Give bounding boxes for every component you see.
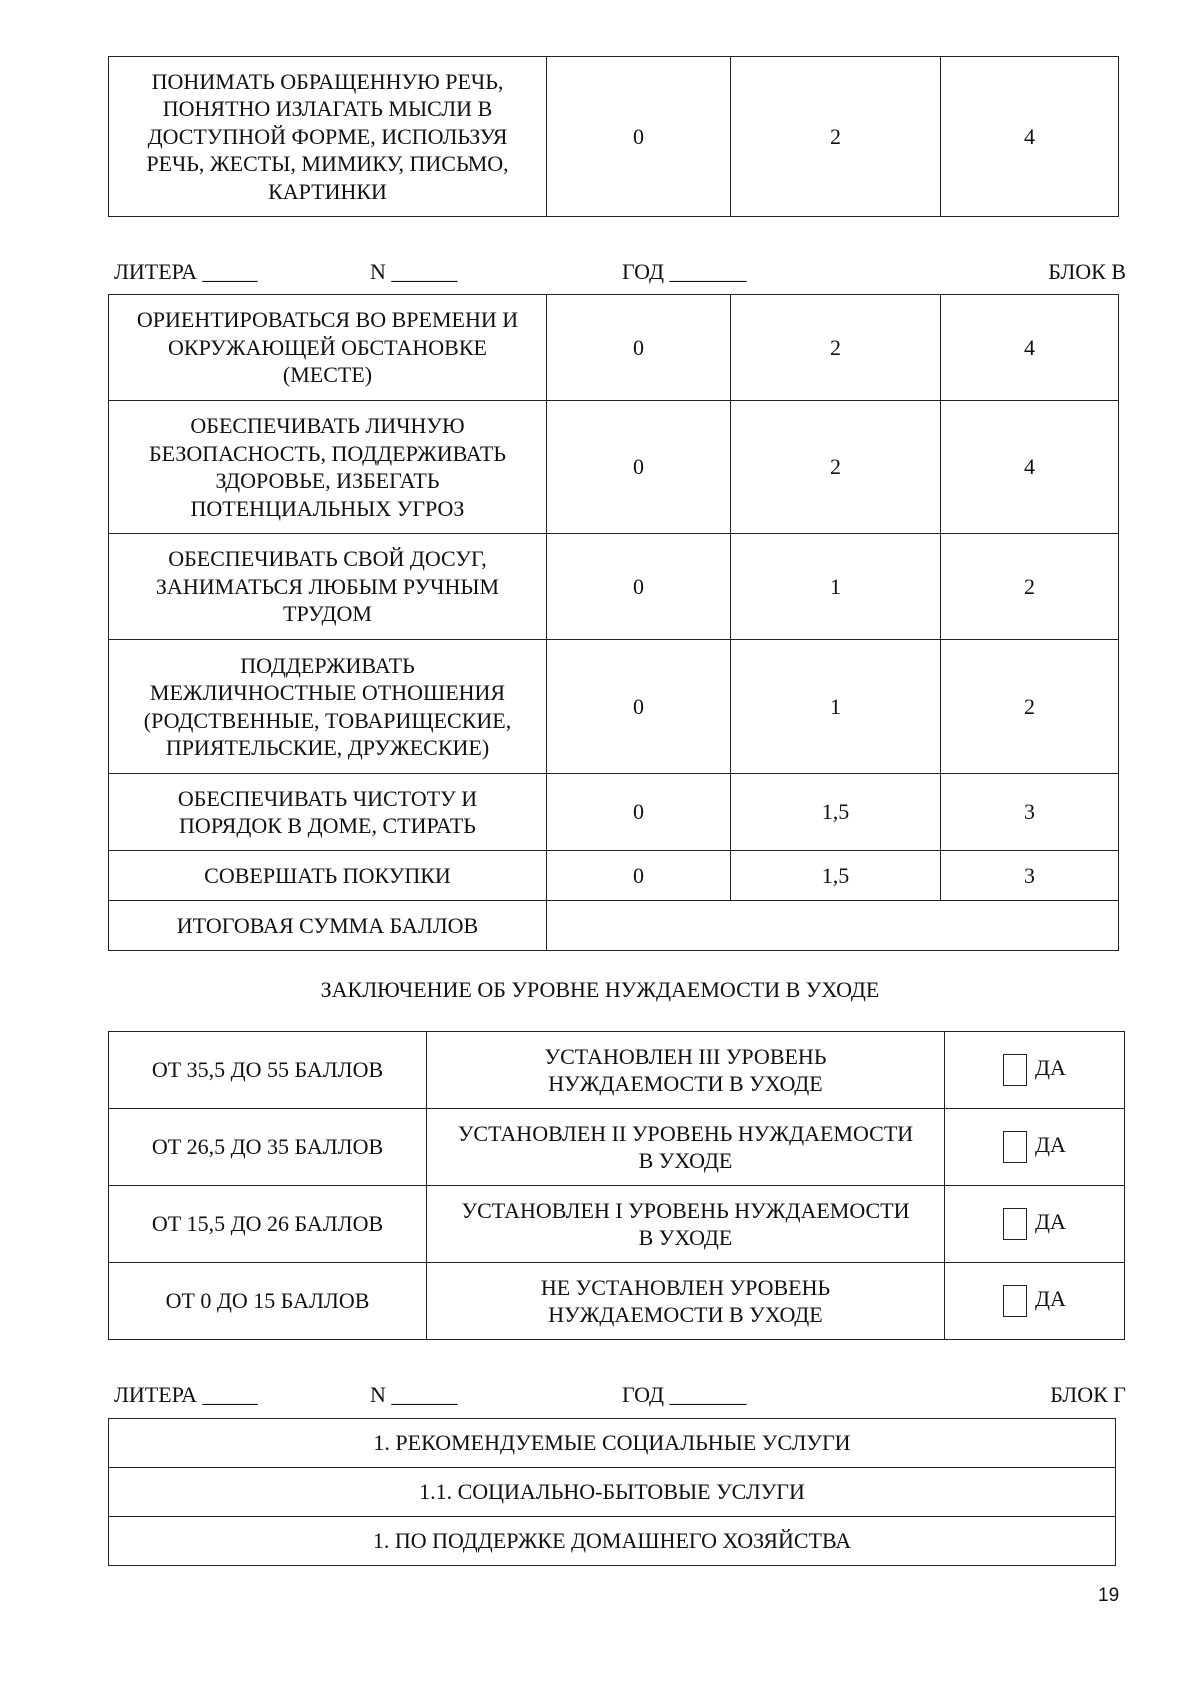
number-field: N ______ [370, 259, 458, 284]
checkbox[interactable] [1003, 1131, 1027, 1163]
checkbox[interactable] [1003, 1208, 1027, 1240]
table-row [109, 1517, 1116, 1566]
table-row [109, 851, 1119, 901]
page-number: 19 [1098, 1585, 1120, 1606]
criterion-label: ПОДДЕРЖИВАТЬ МЕЖЛИЧНОСТНЫЕ ОТНОШЕНИЯ (РОДСТВЕННЫЕ, ТОВАРИЩЕСКИЕ, ПРИЯТЕЛЬСКИЕ, ДРУЖЕСКИЕ) [109, 640, 547, 774]
care-level: НЕ УСТАНОВЛЕН УРОВЕНЬ НУЖДАЕМОСТИ В УХОДЕ [427, 1263, 945, 1340]
criterion-label: ОБЕСПЕЧИВАТЬ ЧИСТОТУ И ПОРЯДОК В ДОМЕ, СТИРАТЬ [109, 774, 547, 851]
criterion-label: ОБЕСПЕЧИВАТЬ СВОЙ ДОСУГ, ЗАНИМАТЬСЯ ЛЮБЫМ РУЧНЫМ ТРУДОМ [109, 534, 547, 640]
yes-option[interactable] [945, 1263, 1125, 1340]
score-0: 0 [547, 401, 731, 534]
score-mid: 2 [731, 295, 941, 401]
criterion-label: СОВЕРШАТЬ ПОКУПКИ [109, 851, 547, 901]
yes-label: ДА [1035, 1055, 1066, 1081]
year-field: ГОД _______ [622, 1382, 747, 1407]
score-max: 2 [941, 534, 1119, 640]
score-mid: 2 [731, 57, 941, 217]
score-max: 4 [941, 295, 1119, 401]
table-row [109, 57, 1119, 217]
block-label: БЛОК В [1048, 259, 1126, 284]
score-0: 0 [547, 57, 731, 217]
score-0: 0 [547, 534, 731, 640]
score-0: 0 [547, 295, 731, 401]
block-g-table [108, 1418, 1116, 1566]
total-label: ИТОГОВАЯ СУММА БАЛЛОВ [109, 901, 547, 951]
table-row [109, 401, 1119, 534]
yes-option[interactable] [945, 1032, 1125, 1109]
care-level: УСТАНОВЛЕН II УРОВЕНЬ НУЖДАЕМОСТИ В УХОДЕ [427, 1109, 945, 1186]
score-range: ОТ 35,5 ДО 55 БАЛЛОВ [109, 1032, 427, 1109]
care-level: УСТАНОВЛЕН I УРОВЕНЬ НУЖДАЕМОСТИ В УХОДЕ [427, 1186, 945, 1263]
yes-label: ДА [1035, 1209, 1066, 1235]
score-range: ОТ 0 ДО 15 БАЛЛОВ [109, 1263, 427, 1340]
table-row [109, 1109, 1125, 1186]
table-row [109, 640, 1119, 774]
score-max: 4 [941, 401, 1119, 534]
criterion-label: ОРИЕНТИРОВАТЬСЯ ВО ВРЕМЕНИ И ОКРУЖАЮЩЕЙ ОБСТАНОВКЕ (МЕСТЕ) [109, 295, 547, 401]
score-range: ОТ 26,5 ДО 35 БАЛЛОВ [109, 1109, 427, 1186]
care-level: УСТАНОВЛЕН III УРОВЕНЬ НУЖДАЕМОСТИ В УХОДЕ [427, 1032, 945, 1109]
score-mid: 2 [731, 401, 941, 534]
yes-label: ДА [1035, 1286, 1066, 1312]
services-category: 1. ПО ПОДДЕРЖКЕ ДОМАШНЕГО ХОЗЯЙСТВА [109, 1517, 1116, 1566]
table-row [109, 534, 1119, 640]
score-max: 3 [941, 774, 1119, 851]
checkbox[interactable] [1003, 1285, 1027, 1317]
score-max: 4 [941, 57, 1119, 217]
table-row [109, 1186, 1125, 1263]
table-row [109, 1032, 1125, 1109]
score-mid: 1 [731, 534, 941, 640]
block-g-header [114, 1381, 1126, 1413]
yes-label: ДА [1035, 1132, 1066, 1158]
score-mid: 1,5 [731, 774, 941, 851]
table-row [109, 1468, 1116, 1517]
services-heading: 1. РЕКОМЕНДУЕМЫЕ СОЦИАЛЬНЫЕ УСЛУГИ [109, 1419, 1116, 1468]
score-0: 0 [547, 851, 731, 901]
block-b-header [114, 258, 1126, 290]
total-value-cell[interactable] [547, 901, 1119, 951]
conclusion-title: ЗАКЛЮЧЕНИЕ ОБ УРОВНЕ НУЖДАЕМОСТИ В УХОДЕ [320, 977, 880, 1002]
score-max: 2 [941, 640, 1119, 774]
score-0: 0 [547, 774, 731, 851]
score-mid: 1 [731, 640, 941, 774]
score-0: 0 [547, 640, 731, 774]
score-mid: 1,5 [731, 851, 941, 901]
criterion-label: ОБЕСПЕЧИВАТЬ ЛИЧНУЮ БЕЗОПАСНОСТЬ, ПОДДЕРЖИВАТЬ ЗДОРОВЬЕ, ИЗБЕГАТЬ ПОТЕНЦИАЛЬНЫХ УГРОЗ [109, 401, 547, 534]
criterion-label: ПОНИМАТЬ ОБРАЩЕННУЮ РЕЧЬ, ПОНЯТНО ИЗЛАГАТЬ МЫСЛИ В ДОСТУПНОЙ ФОРМЕ, ИСПОЛЬЗУЯ РЕЧЬ, ЖЕСТЫ, МИМИКУ, ПИСЬМО, КАРТИНКИ [109, 57, 547, 217]
table-row [109, 774, 1119, 851]
score-max: 3 [941, 851, 1119, 901]
number-field: N ______ [370, 1382, 458, 1407]
block-label: БЛОК Г [1050, 1382, 1126, 1407]
checkbox[interactable] [1003, 1054, 1027, 1086]
yes-option[interactable] [945, 1109, 1125, 1186]
top-table [108, 56, 1119, 217]
litera-field: ЛИТЕРА _____ [114, 259, 258, 284]
table-row [109, 295, 1119, 401]
conclusion-table [108, 1031, 1125, 1340]
table-row-total [109, 901, 1119, 951]
score-range: ОТ 15,5 ДО 26 БАЛЛОВ [109, 1186, 427, 1263]
yes-option[interactable] [945, 1186, 1125, 1263]
block-b-table [108, 294, 1119, 951]
table-row [109, 1419, 1116, 1468]
litera-field: ЛИТЕРА _____ [114, 1382, 258, 1407]
table-row [109, 1263, 1125, 1340]
services-subheading: 1.1. СОЦИАЛЬНО-БЫТОВЫЕ УСЛУГИ [109, 1468, 1116, 1517]
year-field: ГОД _______ [622, 259, 747, 284]
